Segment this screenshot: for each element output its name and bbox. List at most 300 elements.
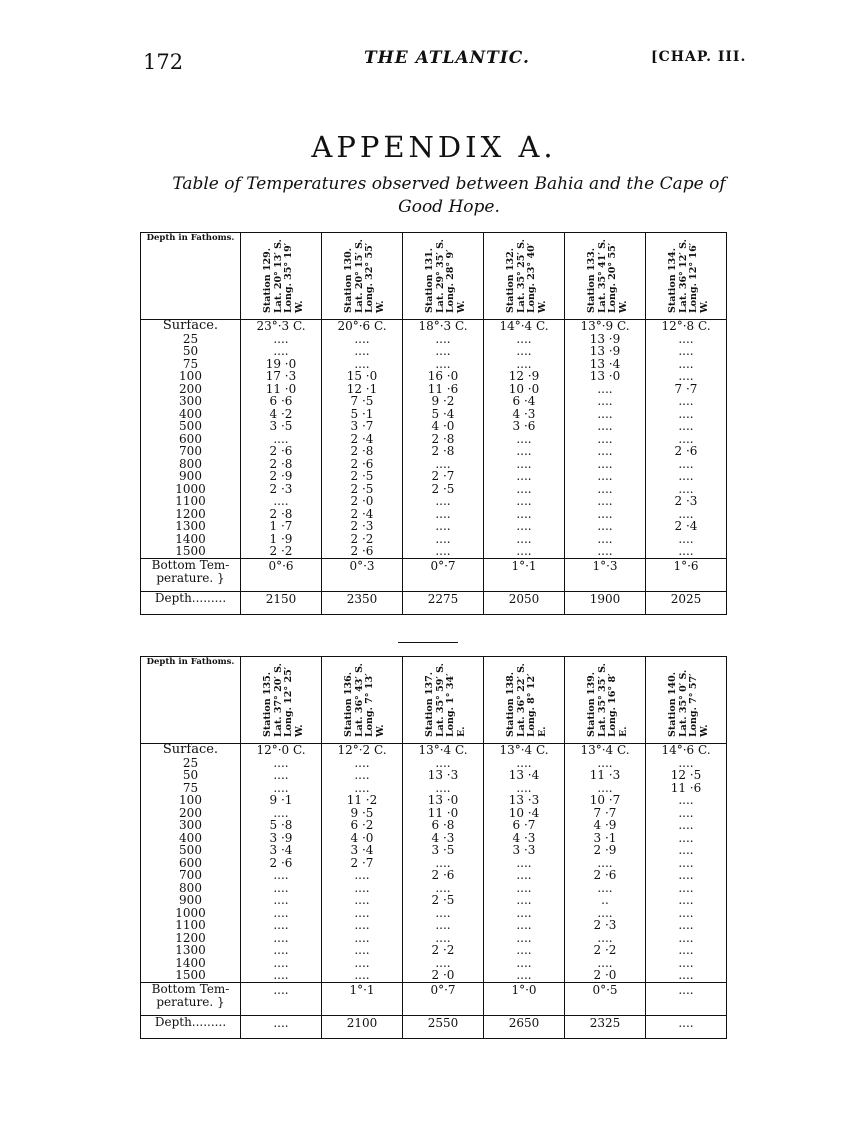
temperature-value: 4 ·0 xyxy=(350,830,374,845)
temperature-value: 13 ·4 xyxy=(589,356,621,371)
temperature-value: 5 ·4 xyxy=(431,406,455,421)
temperature-value: 2 ·3 xyxy=(593,918,617,932)
depth-label: 200 xyxy=(179,805,202,820)
temperature-value: 2 ·0 xyxy=(431,968,455,982)
temperature-value: .... xyxy=(597,444,613,458)
temperature-value: .... xyxy=(516,456,532,471)
temperature-value: .... xyxy=(273,968,289,982)
temperature-value: 3 ·6 xyxy=(512,419,536,433)
depth-label: 50 xyxy=(182,344,199,358)
temperature-value: .... xyxy=(597,544,613,558)
temperature-value: .... xyxy=(354,331,370,346)
temperature-value: .... xyxy=(516,444,532,458)
temperature-value: .... xyxy=(516,506,532,521)
depth-label: 600 xyxy=(179,431,202,446)
station-values-column xyxy=(322,744,403,983)
depth-row-label: Depth......... xyxy=(141,1015,241,1038)
temperature-value: .... xyxy=(435,918,451,932)
temperature-value: 5 ·1 xyxy=(350,406,374,421)
temperature-value: .... xyxy=(435,356,451,371)
temperature-value: 11 ·6 xyxy=(670,780,702,795)
station-header: Station 134. Lat. 36° 12′ S. Long. 12° 16′ W. xyxy=(667,239,710,313)
depth-value: 2350 xyxy=(322,591,403,614)
temperature-value: 2 ·2 xyxy=(350,531,374,546)
temperature-value: 6 ·7 xyxy=(512,818,536,832)
temperature-value: .... xyxy=(678,344,694,358)
bottom-temp-value: .... xyxy=(646,982,727,1015)
temperature-value: 11 ·3 xyxy=(589,768,621,782)
temperature-value: 10 ·4 xyxy=(508,805,540,820)
temperature-value: .... xyxy=(516,943,532,957)
temperature-value: .... xyxy=(516,531,532,546)
depth-label: 100 xyxy=(179,793,202,807)
depth-label: 600 xyxy=(179,855,202,870)
temperature-value: 2 ·6 xyxy=(593,868,617,882)
bottom-temp-value: .... xyxy=(241,982,322,1015)
temperature-value: .... xyxy=(597,381,613,396)
temperature-value: 6 ·4 xyxy=(512,394,536,408)
temperature-value: .... xyxy=(516,481,532,496)
temperature-value: .... xyxy=(435,905,451,920)
temperature-value: .... xyxy=(354,780,370,795)
temperature-value: 2 ·5 xyxy=(431,481,455,496)
temperature-value: .... xyxy=(273,893,289,907)
temperature-value: .... xyxy=(678,955,694,970)
station-header: Station 137. Lat. 35° 59′ S. Long. 1° 34′ E. xyxy=(424,663,467,737)
depth-label: 1300 xyxy=(175,519,206,533)
temperature-value: .... xyxy=(516,780,532,795)
temperature-value: 2 ·3 xyxy=(350,519,374,533)
temperature-value: 2 ·5 xyxy=(350,469,374,483)
bottom-temp-label-line-1: Bottom Tem- xyxy=(151,557,230,572)
bottom-temp-value: 1°·1 xyxy=(484,558,565,591)
temperature-value: .... xyxy=(678,893,694,907)
temperature-value: 3 ·7 xyxy=(350,419,374,433)
station-header: Station 130. Lat. 20° 15′ S. Long. 32° 55′ W. xyxy=(343,239,386,313)
station-header-cell xyxy=(403,657,484,744)
depth-label: 400 xyxy=(179,406,202,421)
temperature-value: .... xyxy=(273,431,289,446)
temperature-value: .... xyxy=(354,918,370,932)
temperature-value: 6 ·6 xyxy=(269,394,293,408)
temperature-value: 12 ·9 xyxy=(508,369,540,383)
temperature-value: 2 ·5 xyxy=(431,893,455,907)
temperature-value: .... xyxy=(597,494,613,508)
temperature-value: .... xyxy=(597,481,613,496)
depth-label: 25 xyxy=(182,331,199,346)
temperature-value: 4 ·0 xyxy=(431,419,455,433)
temperature-value: .... xyxy=(678,943,694,957)
brace-glyph: } xyxy=(217,994,225,1009)
bottom-temp-value: 1°·6 xyxy=(646,558,727,591)
temperature-value: .... xyxy=(273,344,289,358)
temperature-value: 13°·4 C. xyxy=(418,743,468,757)
temperature-value: .... xyxy=(516,344,532,358)
depth-column xyxy=(141,744,241,983)
temperature-value: 15 ·0 xyxy=(346,369,378,383)
temperature-value: .... xyxy=(678,793,694,807)
brace-glyph: } xyxy=(217,570,225,585)
depth-label: 1500 xyxy=(175,544,206,558)
depth-label: 75 xyxy=(182,356,199,371)
temperature-value: 2 ·7 xyxy=(350,855,374,870)
station-values-column xyxy=(241,744,322,983)
temperature-value: 3 ·5 xyxy=(269,419,293,433)
temperature-value: .... xyxy=(678,930,694,945)
station-values-column xyxy=(403,320,484,559)
temperature-value: 4 ·3 xyxy=(431,830,455,845)
depth-header-cell xyxy=(141,233,241,320)
temperature-value: 19 ·0 xyxy=(265,356,297,371)
station-header-cell xyxy=(322,233,403,320)
depth-label: 900 xyxy=(179,469,202,483)
depth-label: 1300 xyxy=(175,943,206,957)
temperature-value: .... xyxy=(516,755,532,770)
temperature-value: .... xyxy=(516,544,532,558)
temperature-value: 13 ·9 xyxy=(589,344,621,358)
bottom-temp-label-line-2 xyxy=(141,572,240,585)
temperature-value: 3 ·9 xyxy=(269,830,293,845)
temperature-value: 2 ·0 xyxy=(593,968,617,982)
temperature-value: 7 ·7 xyxy=(674,381,698,396)
temperature-value: .... xyxy=(354,868,370,882)
temperature-value: 12 ·5 xyxy=(670,768,702,782)
temperature-value: 3 ·4 xyxy=(269,843,293,857)
temperature-value: 14°·4 C. xyxy=(499,319,549,333)
temperature-value: 3 ·1 xyxy=(593,830,617,845)
page-number: 172 xyxy=(143,50,184,74)
depth-label: 800 xyxy=(179,880,202,895)
temperature-value: .... xyxy=(678,481,694,496)
temperature-value: .... xyxy=(435,519,451,533)
bottom-temp-value: 1°·1 xyxy=(322,982,403,1015)
station-header-cell xyxy=(565,233,646,320)
temperature-value: .... xyxy=(678,356,694,371)
temperature-value: 13 ·0 xyxy=(427,793,459,807)
temperature-value: .... xyxy=(678,843,694,857)
temperature-value: 2 ·6 xyxy=(431,868,455,882)
depth-value: 2025 xyxy=(646,591,727,614)
temperature-value: 13°·9 C. xyxy=(580,319,630,333)
temperature-value: .... xyxy=(516,356,532,371)
temperature-value: 11 ·6 xyxy=(427,381,459,396)
bottom-temp-label-line-2 xyxy=(141,996,240,1009)
temperature-value: .... xyxy=(516,905,532,920)
section-divider xyxy=(398,642,458,643)
temperature-value: .... xyxy=(597,855,613,870)
temperature-value: .... xyxy=(678,830,694,845)
depth-label: 75 xyxy=(182,780,199,795)
temperature-value: .... xyxy=(516,868,532,882)
temperature-value: .... xyxy=(516,968,532,982)
temperature-value: .... xyxy=(354,943,370,957)
depth-label: 1000 xyxy=(175,481,206,496)
station-values-column xyxy=(241,320,322,559)
station-header-cell xyxy=(484,657,565,744)
temperature-value: 14°·6 C. xyxy=(661,743,711,757)
temperature-value: 4 ·9 xyxy=(593,818,617,832)
temperature-value: .... xyxy=(597,780,613,795)
temperature-value: .... xyxy=(354,768,370,782)
depth-label: 50 xyxy=(182,768,199,782)
station-header: Station 140. Lat. 35° 0′ S. Long. 7° 57′ W. xyxy=(667,669,710,737)
depth-value: 2550 xyxy=(403,1015,484,1038)
station-header: Station 132. Lat. 35° 25′ S. Long. 23° 40′ W. xyxy=(505,239,548,313)
temperature-value: .... xyxy=(597,469,613,483)
depth-label: 300 xyxy=(179,394,202,408)
temperature-value: .... xyxy=(678,755,694,770)
temperature-value: 12°·8 C. xyxy=(661,319,711,333)
temperature-table-1 xyxy=(140,232,727,615)
temperature-value: 4 ·3 xyxy=(512,406,536,421)
temperature-value: 2 ·8 xyxy=(269,456,293,471)
temperature-value: .... xyxy=(354,955,370,970)
bottom-temp-value: 1°·0 xyxy=(484,982,565,1015)
temperature-value: .... xyxy=(273,780,289,795)
temperature-value: .... xyxy=(435,331,451,346)
depth-label: 1100 xyxy=(175,918,206,932)
station-values-column xyxy=(646,320,727,559)
temperature-value: .... xyxy=(516,855,532,870)
temperature-value: .... xyxy=(273,805,289,820)
temperature-value: 2 ·7 xyxy=(431,469,455,483)
temperature-value: .... xyxy=(273,943,289,957)
bottom-temp-label-line-1: Bottom Tem- xyxy=(151,981,230,996)
bottom-temp-label-text: perature. xyxy=(156,994,214,1009)
temperature-value: .... xyxy=(354,905,370,920)
station-header: Station 133. Lat. 35° 41′ S. Long. 20° 55′ W. xyxy=(586,239,629,313)
temperature-value: 18°·3 C. xyxy=(418,319,468,333)
temperature-value: .... xyxy=(678,394,694,408)
station-header: Station 131. Lat. 29° 35′ S. Long. 28° 9′ W. xyxy=(424,239,467,313)
temperature-value: 1 ·7 xyxy=(269,519,293,533)
temperature-value: .... xyxy=(597,905,613,920)
temperature-value: 1 ·9 xyxy=(269,531,293,546)
station-header: Station 138. Lat. 36° 22′ S. Long. 8° 12′ E. xyxy=(505,663,548,737)
temperature-value: .... xyxy=(597,531,613,546)
depth-label: 500 xyxy=(179,843,202,857)
depth-value: 2050 xyxy=(484,591,565,614)
temperature-value: .... xyxy=(516,930,532,945)
depth-header: Depth in Fathoms. xyxy=(146,233,235,243)
temperature-value: .... xyxy=(678,469,694,483)
temperature-value: 9 ·1 xyxy=(269,793,293,807)
station-values-column xyxy=(565,320,646,559)
temperature-value: 2 ·6 xyxy=(269,444,293,458)
temperature-value: 2 ·4 xyxy=(350,506,374,521)
temperature-value: .... xyxy=(435,780,451,795)
bottom-temp-value: 1°·3 xyxy=(565,558,646,591)
depth-label: 800 xyxy=(179,456,202,471)
depth-value: 2100 xyxy=(322,1015,403,1038)
temperature-value: 10 ·7 xyxy=(589,793,621,807)
depth-label: 700 xyxy=(179,868,202,882)
depth-label: 1200 xyxy=(175,930,206,945)
caption-line-2: Good Hope. xyxy=(398,197,500,217)
temperature-value: .... xyxy=(273,494,289,508)
temperature-value: .... xyxy=(678,419,694,433)
temperature-value: .... xyxy=(597,456,613,471)
station-values-column xyxy=(646,744,727,983)
temperature-value: .... xyxy=(516,519,532,533)
station-header-cell xyxy=(646,233,727,320)
temperature-value: .... xyxy=(678,506,694,521)
temperature-value: .... xyxy=(516,918,532,932)
depth-value: 2325 xyxy=(565,1015,646,1038)
depth-label: 200 xyxy=(179,381,202,396)
station-values-column xyxy=(322,320,403,559)
depth-label: 300 xyxy=(179,818,202,832)
station-values-column xyxy=(484,744,565,983)
temperature-value: .... xyxy=(678,431,694,446)
temperature-value: .... xyxy=(597,506,613,521)
temperature-value: 12°·2 C. xyxy=(337,743,387,757)
temperature-value: .... xyxy=(273,880,289,895)
temperature-value: .... xyxy=(435,755,451,770)
temperature-value: .... xyxy=(597,419,613,433)
temperature-value: .... xyxy=(678,868,694,882)
temperature-value: 16 ·0 xyxy=(427,369,459,383)
station-values-column xyxy=(484,320,565,559)
temperature-value: 2 ·8 xyxy=(269,506,293,521)
depth-label: Surface. xyxy=(162,742,219,757)
depth-value: 2650 xyxy=(484,1015,565,1038)
depth-value: .... xyxy=(241,1015,322,1038)
temperature-value: .... xyxy=(354,356,370,371)
caption-line-1: Table of Temperatures observed between Bahia and the Cape of xyxy=(172,174,726,194)
depth-label: 1500 xyxy=(175,968,206,982)
depth-value: .... xyxy=(646,1015,727,1038)
station-header: Station 135. Lat. 37° 20′ S. Long. 12° 25′ W. xyxy=(262,663,305,737)
temperature-value: .... xyxy=(435,506,451,521)
temperature-value: 11 ·2 xyxy=(346,793,378,807)
temperature-value: .... xyxy=(678,855,694,870)
temperature-value: .... xyxy=(435,955,451,970)
station-header-cell xyxy=(241,233,322,320)
temperature-value: 5 ·8 xyxy=(269,818,293,832)
temperature-value: .... xyxy=(678,880,694,895)
temperature-value: 10 ·0 xyxy=(508,381,540,396)
station-header-cell xyxy=(646,657,727,744)
temperature-value: 9 ·5 xyxy=(350,805,374,820)
temperature-value: .... xyxy=(354,930,370,945)
temperature-value: 2 ·3 xyxy=(674,494,698,508)
depth-value: 2275 xyxy=(403,591,484,614)
temperature-value: 2 ·2 xyxy=(269,544,293,558)
temperature-value: 2 ·4 xyxy=(350,431,374,446)
table-caption xyxy=(150,173,748,219)
temperature-value: .... xyxy=(273,868,289,882)
depth-label: 1100 xyxy=(175,494,206,508)
depth-value: 2150 xyxy=(241,591,322,614)
temperature-value: 12 ·1 xyxy=(346,381,378,396)
chapter-label: [CHAP. III. xyxy=(651,49,747,65)
temperature-value: .... xyxy=(597,519,613,533)
temperature-value: .... xyxy=(273,755,289,770)
temperature-value: 13 ·0 xyxy=(589,369,621,383)
temperature-value: 11 ·0 xyxy=(427,805,459,820)
temperature-value: .... xyxy=(678,331,694,346)
temperature-value: 7 ·5 xyxy=(350,394,374,408)
temperature-value: .... xyxy=(597,406,613,421)
station-header: Station 129. Lat. 20° 13′ S. Long. 35° 19′ W. xyxy=(262,239,305,313)
temperature-value: 12°·0 C. xyxy=(256,743,306,757)
temperature-value: .... xyxy=(273,955,289,970)
bottom-temp-label xyxy=(141,558,241,591)
bottom-temp-value: 0°·7 xyxy=(403,558,484,591)
temperature-value: .... xyxy=(678,531,694,546)
temperature-value: .... xyxy=(597,431,613,446)
bottom-temp-label-text: perature. xyxy=(156,570,214,585)
station-header-cell xyxy=(565,657,646,744)
depth-label: Surface. xyxy=(162,318,219,333)
depth-label: 100 xyxy=(179,369,202,383)
bottom-temp-value: 0°·6 xyxy=(241,558,322,591)
temperature-value: .... xyxy=(435,456,451,471)
temperature-value: 2 ·6 xyxy=(674,444,698,458)
depth-label: 1000 xyxy=(175,905,206,920)
temperature-value: 2 ·3 xyxy=(269,481,293,496)
station-header-cell xyxy=(484,233,565,320)
temperature-value: 2 ·2 xyxy=(593,943,617,957)
temperature-value: .... xyxy=(678,818,694,832)
depth-label: 1400 xyxy=(175,955,206,970)
running-title: THE ATLANTIC. xyxy=(364,48,530,68)
temperature-value: .... xyxy=(597,755,613,770)
depth-label: 500 xyxy=(179,419,202,433)
depth-label: 1200 xyxy=(175,506,206,521)
temperature-value: 3 ·3 xyxy=(512,843,536,857)
temperature-value: .... xyxy=(435,344,451,358)
temperature-value: .... xyxy=(678,406,694,421)
depth-label: 25 xyxy=(182,755,199,770)
temperature-value: 2 ·5 xyxy=(350,481,374,496)
temperature-value: 17 ·3 xyxy=(265,369,297,383)
temperature-value: .... xyxy=(273,930,289,945)
depth-header-cell xyxy=(141,657,241,744)
temperature-value: .... xyxy=(516,955,532,970)
temperature-value: 9 ·2 xyxy=(431,394,455,408)
temperature-value: 11 ·0 xyxy=(265,381,297,396)
temperature-value: 13 ·3 xyxy=(508,793,540,807)
station-header-cell xyxy=(241,657,322,744)
bottom-temp-value: 0°·3 xyxy=(322,558,403,591)
temperature-value: .... xyxy=(678,369,694,383)
temperature-value: .... xyxy=(273,905,289,920)
temperature-value: .... xyxy=(678,544,694,558)
temperature-value: 2 ·2 xyxy=(431,943,455,957)
temperature-value: 13 ·3 xyxy=(427,768,459,782)
temperature-value: .... xyxy=(354,880,370,895)
temperature-value: .... xyxy=(597,394,613,408)
temperature-value: .... xyxy=(435,494,451,508)
temperature-value: 3 ·5 xyxy=(431,843,455,857)
temperature-value: 2 ·6 xyxy=(350,544,374,558)
depth-header: Depth in Fathoms. xyxy=(146,657,235,667)
depth-row-label: Depth......... xyxy=(141,591,241,614)
temperature-value: .... xyxy=(273,331,289,346)
temperature-value: .... xyxy=(597,880,613,895)
temperature-value: 2 ·8 xyxy=(431,431,455,446)
bottom-temp-label xyxy=(141,982,241,1015)
temperature-value: .... xyxy=(354,755,370,770)
temperature-value: .... xyxy=(354,968,370,982)
temperature-value: 3 ·4 xyxy=(350,843,374,857)
temperature-value: 2 ·8 xyxy=(350,444,374,458)
bottom-temp-value: 0°·7 xyxy=(403,982,484,1015)
temperature-value: 13 ·9 xyxy=(589,331,621,346)
station-values-column xyxy=(565,744,646,983)
